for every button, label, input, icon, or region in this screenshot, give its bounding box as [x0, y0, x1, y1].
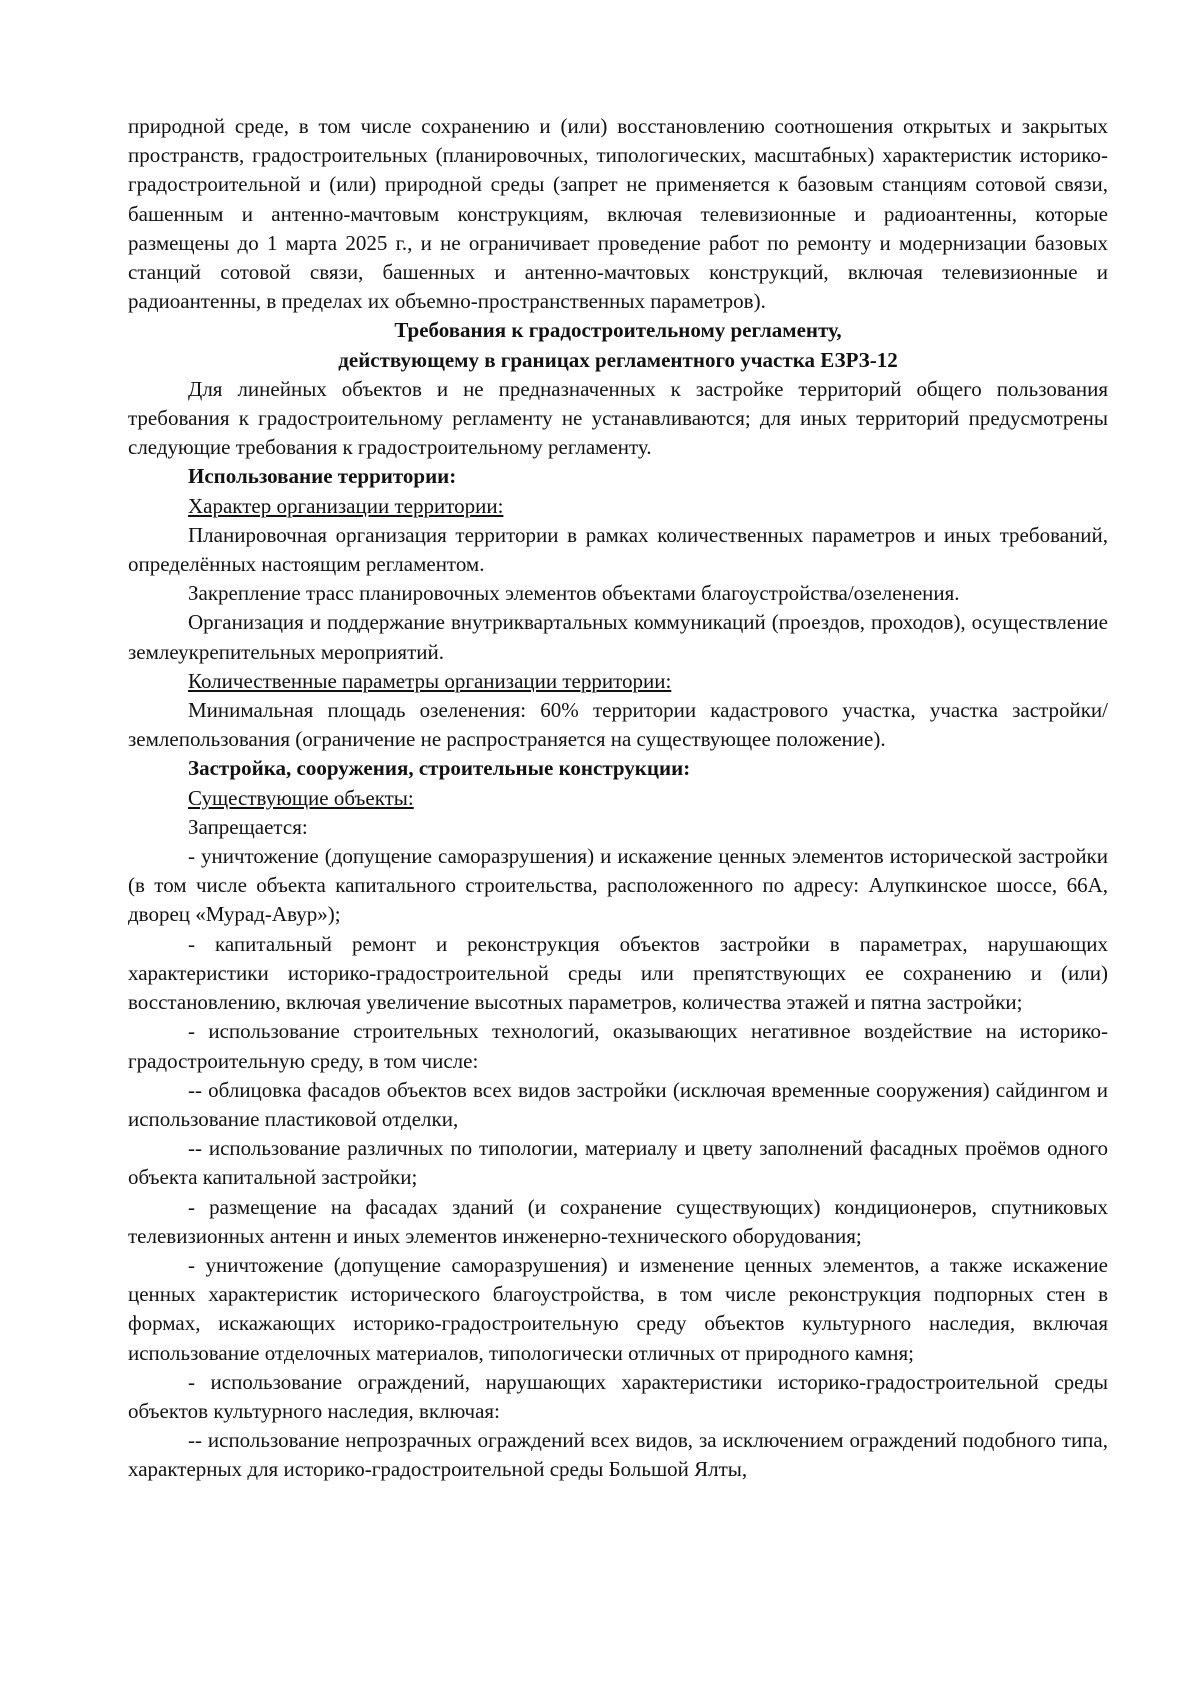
- paragraph-communications: Организация и поддержание внутриквартальных коммуникаций (проездов, проходов), осуществление землеукрепительных мероприятий.: [128, 610, 1108, 664]
- list-item-landscaping-destruction: - уничтожение (допущение саморазрушения) и изменение ценных элементов, а также искажение ценных характеристик исторического благоустройства, в том числе реконструкция подпорных стен в формах, искажающих историко-градостроительную среду объектов культурного наследия, включая использование отделочных материалов, типологически отличных от природного камня;: [128, 1252, 1108, 1365]
- subheading-existing-objects: Существующие объекты:: [188, 785, 414, 810]
- list-item-facade-equipment: - размещение на фасадах зданий (и сохранение существующих) кондиционеров, спутниковых телевизионных антенн и иных элементов инженерно-технического оборудования;: [128, 1194, 1108, 1248]
- subheading-territory-use: Использование территории:: [188, 464, 457, 489]
- subheading-quantitative-parameters: Количественные параметры организации территории:: [188, 668, 672, 693]
- paragraph-planning-organization: Планировочная организация территории в рамках количественных параметров и иных требований, определённых настоящим регламентом.: [128, 522, 1108, 577]
- sublist-item-opening-fillings: -- использование различных по типологии, материалу и цвету заполнений фасадных проёмов одного объекта капитальной застройки;: [128, 1136, 1108, 1190]
- list-item-fences: - использование ограждений, нарушающих характеристики историко-градостроительной среды объектов культурного наследия, включая:: [128, 1369, 1108, 1423]
- section-heading-line-1: Требования к градостроительному регламенту,: [394, 318, 842, 343]
- list-item-repair-reconstruction: - капитальный ремонт и реконструкция объектов застройки в параметрах, нарушающих характеристики историко-градостроительной среды или препятствующих ее сохранению и (или) восстановлению, включая увеличение высотных параметров, количества этажей и пятна застройки;: [128, 931, 1108, 1015]
- paragraph-intro-continuation: природной среде, в том числе сохранению и (или) восстановлению соотношения открытых и закрытых пространств, градостроительных (планировочных, типологических, масштабных) характеристик историко-градостроительной и (или) природной среды (запрет не применяется к базовым станциям сотовой связи, башенным и антенно-мачтовым конструкциям, включая телевизионные и радиоантенны, которые размещены до 1 марта 2025 г., и не ограничивает проведение работ по ремонту и модернизации базовых станций сотовой связи, башенных и антенно-мачтовых конструкций, включая телевизионные и радиоантенны, в пределах их объемно-пространственных параметров).: [128, 114, 1108, 314]
- paragraph-general-requirements: Для линейных объектов и не предназначенных к застройке территорий общего пользования требования к градостроительному регламенту не устанавливаются; для иных территорий предусмотрены следующие требования к градостроительному регламенту.: [128, 376, 1108, 460]
- paragraph-prohibited: Запрещается:: [188, 814, 308, 839]
- list-item-building-technologies: - использование строительных технологий, оказывающих негативное воздействие на историко-градостроительную среду, в том числе:: [128, 1019, 1108, 1073]
- sublist-item-facade-siding: -- облицовка фасадов объектов всех видов застройки (исключая временные сооружения) сайдингом и использование пластиковой отделки,: [128, 1077, 1108, 1131]
- subheading-construction: Застройка, сооружения, строительные конструкции:: [188, 756, 691, 781]
- paragraph-greening-area: Минимальная площадь озеленения: 60% территории кадастрового участка, участка застройки/землепользования (ограничение не распространяется на существующее положение).: [128, 698, 1108, 752]
- list-item-destruction: - уничтожение (допущение саморазрушения) и искажение ценных элементов исторической застройки (в том числе объекта капитального строительства, расположенного по адресу: Алупкинское шоссе, 66А, дворец «Мурад-Авур»);: [128, 844, 1108, 927]
- subheading-territory-organization: Характер организации территории:: [188, 493, 504, 518]
- document-page: [128, 112, 1108, 1485]
- sublist-item-opaque-fences: -- использование непрозрачных ограждений всех видов, за исключением ограждений подобного типа, характерных для историко-градостроительной среды Большой Ялты,: [128, 1428, 1108, 1482]
- section-heading-line-2: действующему в границах регламентного участка ЕЗРЗ-12: [338, 347, 898, 372]
- paragraph-route-fixing: Закрепление трасс планировочных элементов объектами благоустройства/озеленения.: [188, 581, 960, 606]
